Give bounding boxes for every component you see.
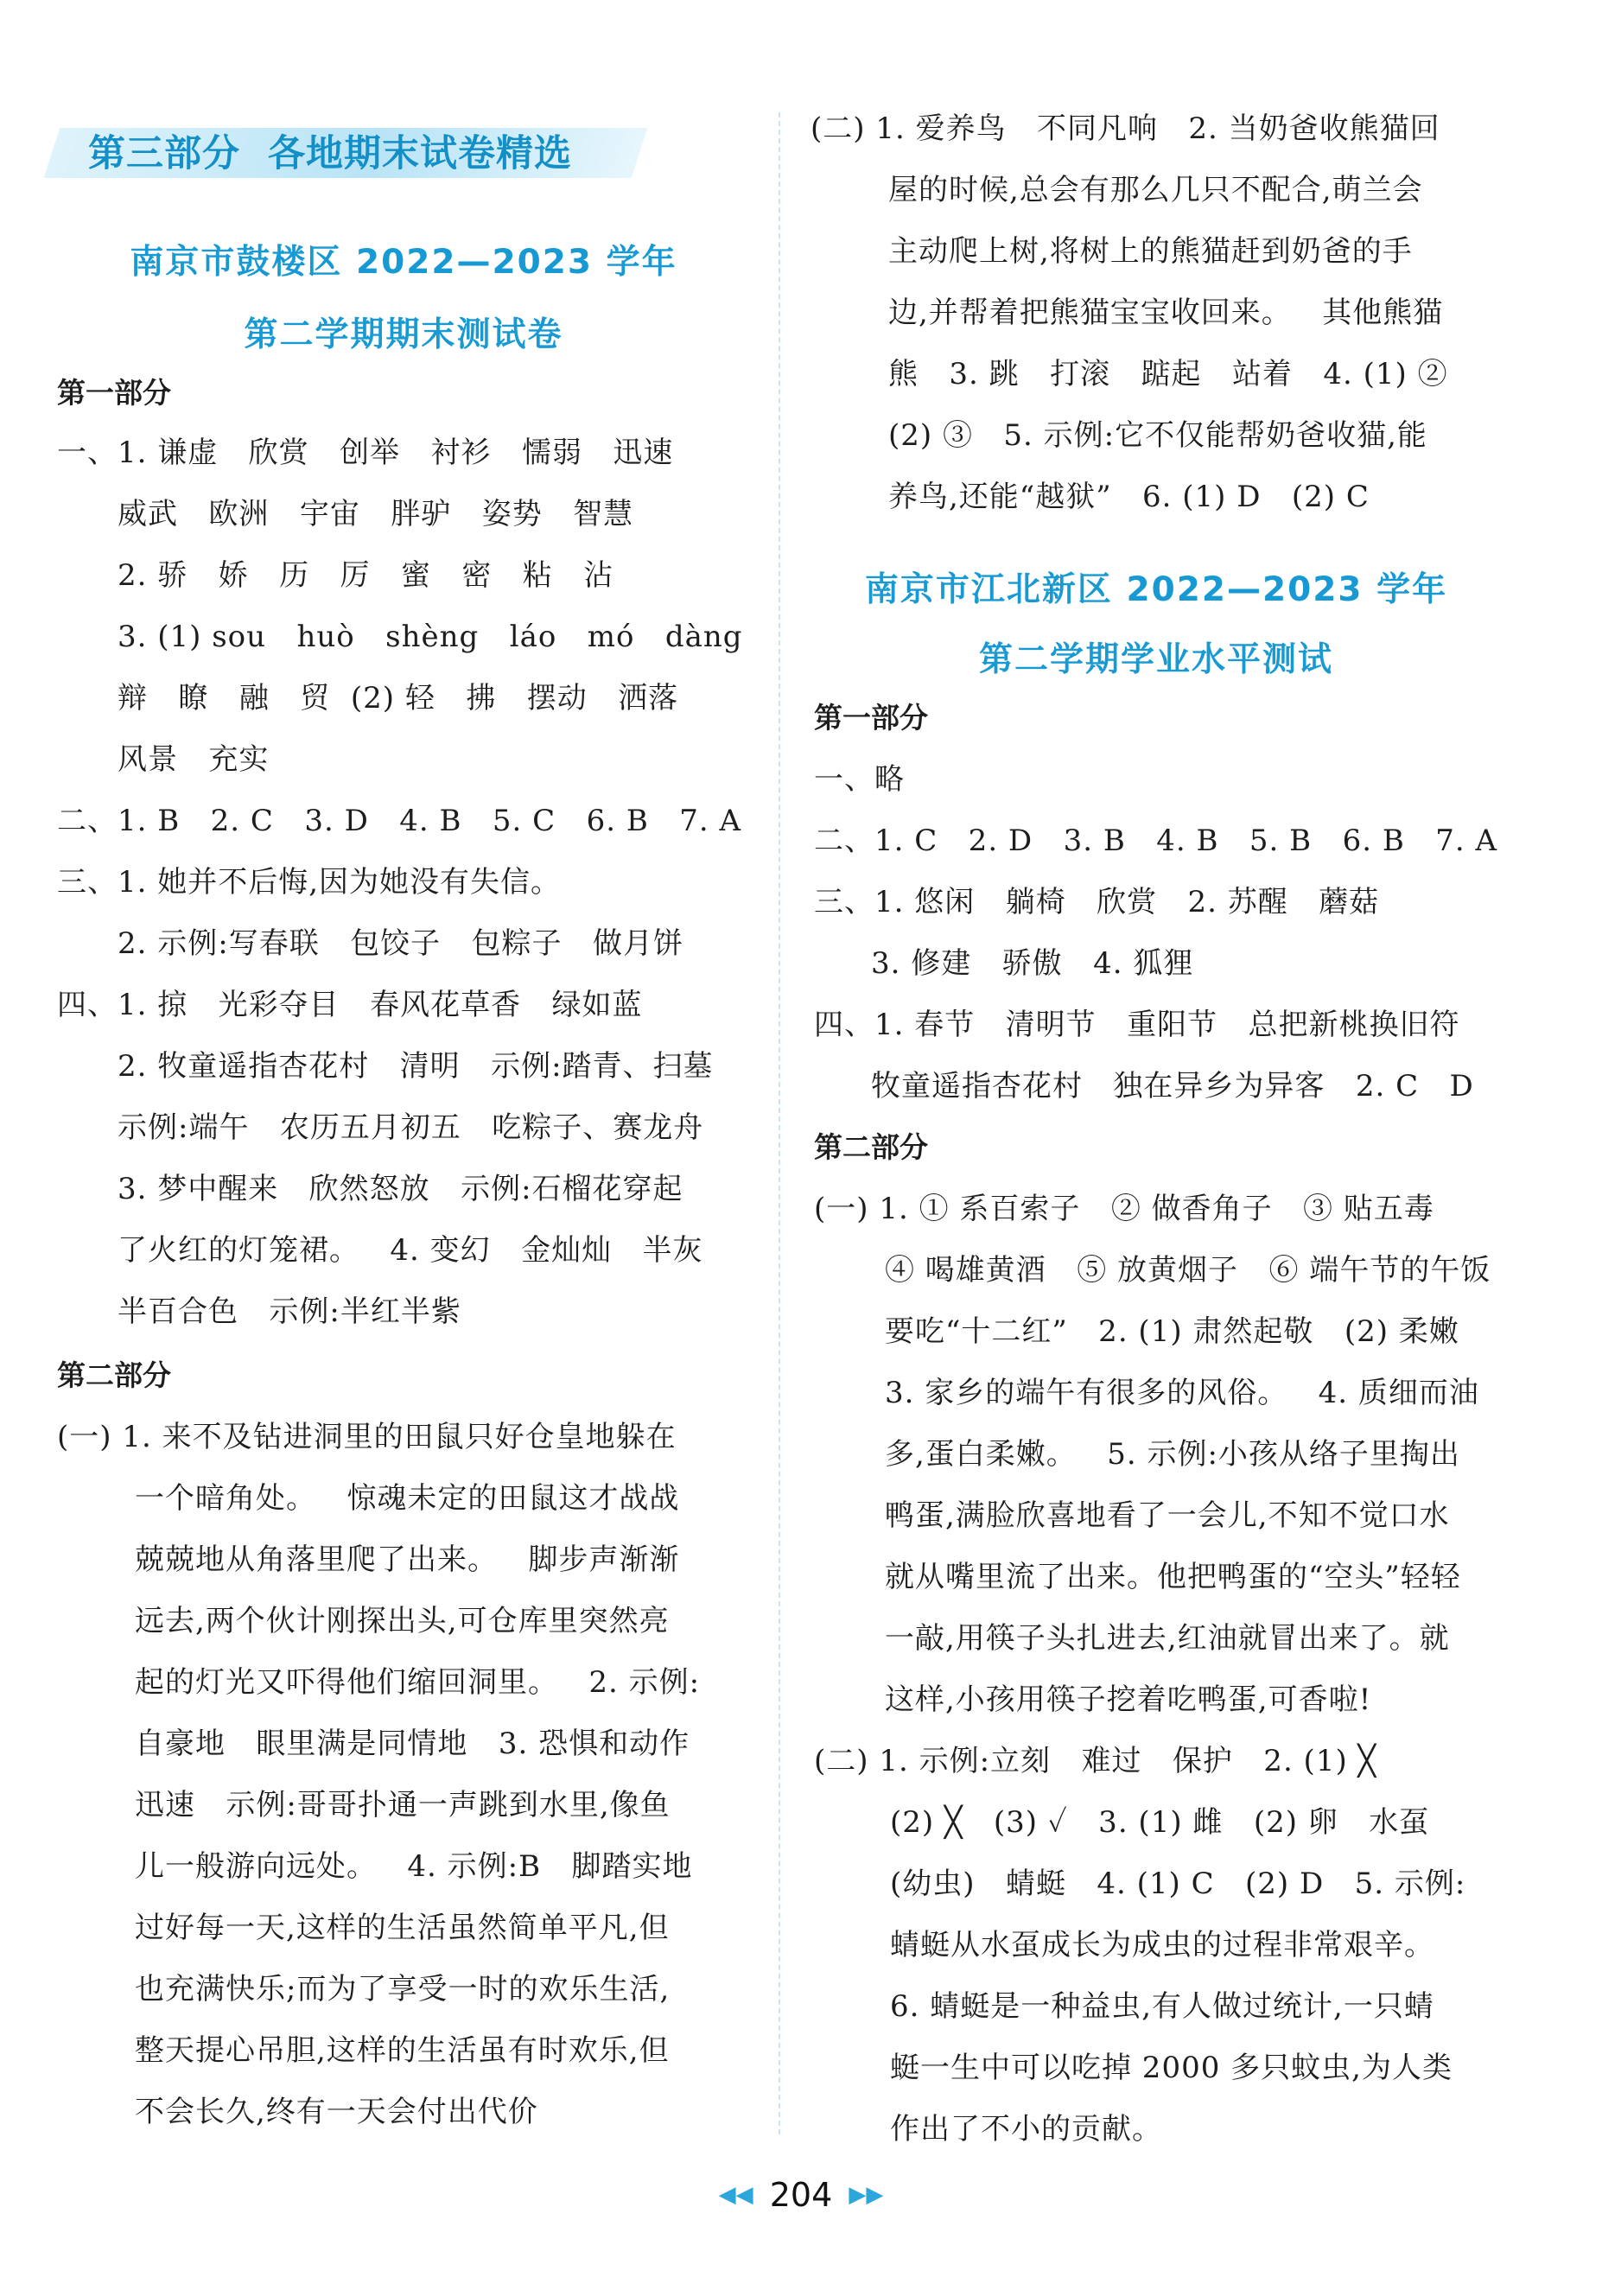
answer-line: 不会长久,终有一天会付出代价 xyxy=(135,2095,538,2129)
answer-line: 半百合色 示例:半红半紫 xyxy=(118,1294,461,1329)
answer-line: 起的灯光又吓得他们缩回洞里。 2. 示例: xyxy=(135,1665,701,1700)
answer-line: 一敲,用筷子头扎进去,红油就冒出来了。就 xyxy=(885,1621,1450,1656)
answer-line: 三、1. 悠闲 躺椅 欣赏 2. 苏醒 蘑菇 xyxy=(814,885,1380,919)
section-banner xyxy=(52,119,639,187)
answer-line: 3. 修建 骄傲 4. 狐狸 xyxy=(871,946,1194,981)
page-footer xyxy=(0,2176,1602,2219)
answer-line: (一) 1. 来不及钻进洞里的田鼠只好仓皇地躲在 xyxy=(57,1420,677,1454)
right-part1-heading: 第一部分 xyxy=(814,701,928,735)
page-number: 204 xyxy=(769,2176,833,2214)
answer-line: (幼虫) 蜻蜓 4. (1) C (2) D 5. 示例: xyxy=(890,1867,1466,1901)
answer-line: 远去,两个伙计刚探出头,可仓库里突然亮 xyxy=(135,1604,670,1638)
answer-line: 儿一般游向远处。 4. 示例:B 脚踏实地 xyxy=(135,1849,693,1884)
column-divider xyxy=(779,112,780,2134)
answer-line: 过好每一天,这样的生活虽然简单平凡,但 xyxy=(135,1911,670,1945)
answer-line: ④ 喝雄黄酒 ⑤ 放黄烟子 ⑥ 端午节的午饭 xyxy=(885,1253,1491,1288)
right-test-title-line1: 南京市江北新区 2022—2023 学年 xyxy=(864,570,1448,609)
answer-line: 自豪地 眼里满是同情地 3. 恐惧和动作 xyxy=(135,1727,690,1761)
right-test-title-line2: 第二学期学业水平测试 xyxy=(978,640,1333,679)
answer-line: 牧童遥指杏花村 独在异乡为异客 2. C D xyxy=(871,1069,1474,1103)
answer-line: 3. 家乡的端午有很多的风俗。 4. 质细而油 xyxy=(885,1376,1479,1410)
answer-line: 作出了不小的贡献。 xyxy=(890,2112,1162,2147)
answer-line: 二、1. B 2. C 3. D 4. B 5. C 6. B 7. A xyxy=(57,804,742,838)
answer-line: 蜻蜓从水虿成长为成虫的过程非常艰辛。 xyxy=(890,1928,1434,1962)
answer-line: (2) ╳ (3) ✓ 3. (1) 雌 (2) 卵 水虿 xyxy=(890,1805,1430,1840)
answer-line: 风景 充实 xyxy=(118,742,270,777)
previous-page-icon: ◀◀ xyxy=(718,2182,753,2208)
answer-line: 边,并帮着把熊猫宝宝收回来。 其他熊猫 xyxy=(888,296,1444,330)
next-page-icon: ▶▶ xyxy=(849,2182,884,2208)
answer-line: 这样,小孩用筷子挖着吃鸭蛋,可香啦! xyxy=(885,1682,1372,1717)
answer-line: 也充满快乐;而为了享受一时的欢乐生活, xyxy=(135,1972,671,2007)
right-part2-heading: 第二部分 xyxy=(814,1130,928,1164)
answer-line: 一、略 xyxy=(814,762,905,797)
answer-line: 辩 瞭 融 贸 (2) 轻 拂 摆动 洒落 xyxy=(118,681,679,716)
answer-line: 3. (1) sou huò shèng láo mó dàng xyxy=(118,620,743,654)
answer-line: 了火红的灯笼裙。 4. 变幻 金灿灿 半灰 xyxy=(118,1233,703,1268)
answer-line: 一、1. 谦虚 欣赏 创举 衬衫 懦弱 迅速 xyxy=(57,436,674,470)
answer-line: 鸭蛋,满脸欣喜地看了一会儿,不知不觉口水 xyxy=(885,1498,1450,1533)
answer-line: 主动爬上树,将树上的熊猫赶到奶爸的手 xyxy=(888,234,1413,269)
answer-line: 就从嘴里流了出来。他把鸭蛋的“空头”轻轻 xyxy=(885,1560,1461,1594)
answer-line: 一个暗角处。 惊魂未定的田鼠这才战战 xyxy=(135,1481,680,1516)
answer-line: (2) ③ 5. 示例:它不仅能帮奶爸收猫,能 xyxy=(888,418,1427,453)
answer-line: 示例:端午 农历五月初五 吃粽子、赛龙舟 xyxy=(118,1110,704,1145)
answer-line: 整天提心吊胆,这样的生活虽有时欢乐,但 xyxy=(135,2033,670,2068)
answer-line: 3. 梦中醒来 欣然怒放 示例:石榴花穿起 xyxy=(118,1172,683,1206)
answer-line: 6. 蜻蜓是一种益虫,有人做过统计,一只蜻 xyxy=(890,1989,1434,2024)
answer-line: 二、1. C 2. D 3. B 4. B 5. B 6. B 7. A xyxy=(814,824,1498,858)
left-part1-heading: 第一部分 xyxy=(57,376,171,410)
left-part2-heading: 第二部分 xyxy=(57,1358,171,1392)
answer-line: 屋的时候,总会有那么几只不配合,萌兰会 xyxy=(888,173,1423,207)
answer-line: 熊 3. 跳 打滚 踮起 站着 4. (1) ② xyxy=(888,357,1448,391)
answer-line: 2. 牧童遥指杏花村 清明 示例:踏青、扫墓 xyxy=(118,1049,714,1084)
answer-line: 三、1. 她并不后悔,因为她没有失信。 xyxy=(57,865,562,900)
left-test-title-line2: 第二学期期末测试卷 xyxy=(244,315,563,354)
answer-line: 威武 欧洲 宇宙 胖驴 姿势 智慧 xyxy=(118,497,634,531)
answer-line: 四、1. 春节 清明节 重阳节 总把新桃换旧符 xyxy=(814,1008,1460,1042)
answer-line: 2. 示例:写春联 包饺子 包粽子 做月饼 xyxy=(118,926,683,961)
answer-line: 迅速 示例:哥哥扑通一声跳到水里,像鱼 xyxy=(135,1788,671,1822)
answer-line: 要吃“十二红” 2. (1) 肃然起敬 (2) 柔嫩 xyxy=(885,1314,1459,1349)
answer-line: (二) 1. 爱养鸟 不同凡响 2. 当奶爸收熊猫回 xyxy=(811,111,1440,146)
answer-line: 多,蛋白柔嫩。 5. 示例:小孩从络子里掏出 xyxy=(885,1437,1460,1472)
answer-line: (一) 1. ① 系百索子 ② 做香角子 ③ 贴五毒 xyxy=(814,1192,1434,1226)
banner-title: 第三部分 各地期末试卷精选 xyxy=(88,132,572,175)
left-test-title-line1: 南京市鼓楼区 2022—2023 学年 xyxy=(130,243,677,282)
answer-line: 养鸟,还能“越狱” 6. (1) D (2) C xyxy=(888,480,1370,514)
answer-line: 四、1. 掠 光彩夺目 春风花草香 绿如蓝 xyxy=(57,988,643,1022)
answer-line: 兢兢地从角落里爬了出来。 脚步声渐渐 xyxy=(135,1542,680,1577)
answer-line: (二) 1. 示例:立刻 难过 保护 2. (1) ╳ xyxy=(814,1744,1376,1778)
answer-line: 2. 骄 娇 历 厉 蜜 密 粘 沾 xyxy=(118,558,614,593)
answer-line: 蜓一生中可以吃掉 2000 多只蚊虫,为人类 xyxy=(890,2051,1453,2085)
